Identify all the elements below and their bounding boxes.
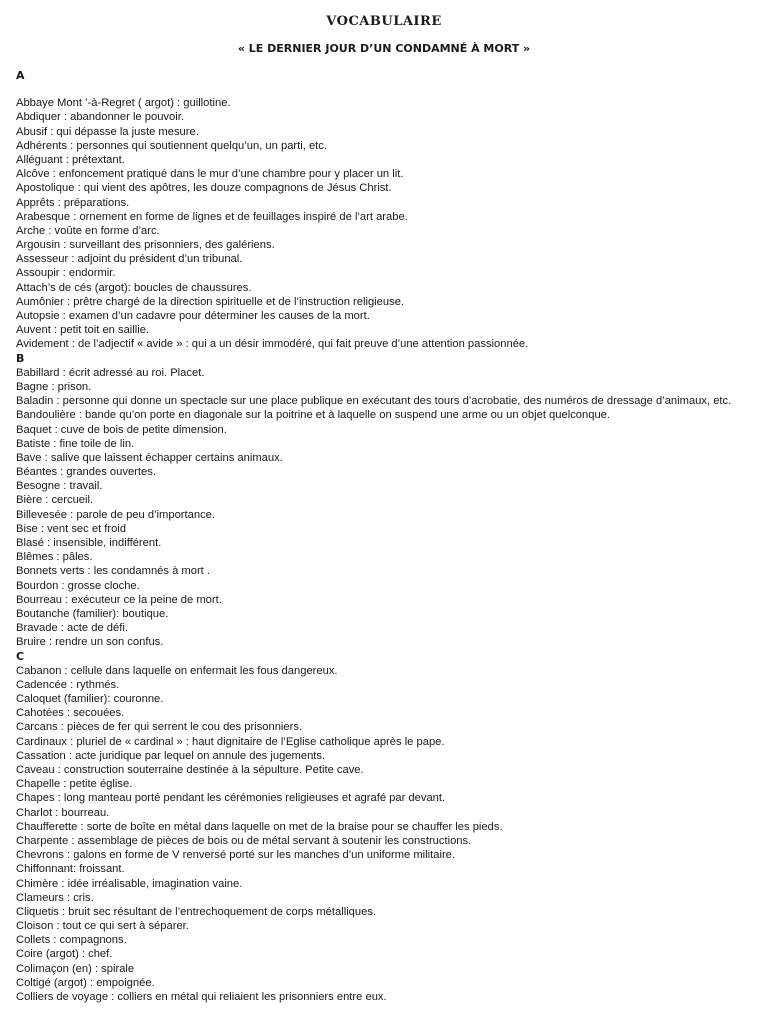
vocabulary-entry: Chiffonnant: froissant. bbox=[16, 863, 125, 876]
vocabulary-entry: Alcôve : enfoncement pratiqué dans le mur d’une chambre pour y placer un lit. bbox=[16, 168, 404, 181]
vocabulary-entry: Colliers de voyage : colliers en métal qui reliaient les prisonniers entre eux. bbox=[16, 991, 387, 1003]
vocabulary-entry: Blêmes : pâles. bbox=[16, 551, 93, 564]
section-letter: A bbox=[16, 69, 25, 82]
page-subtitle: « LE DERNIER JOUR D’UN CONDAMNÉ À MORT » bbox=[237, 42, 531, 55]
section-b bbox=[16, 352, 760, 650]
section-a bbox=[16, 69, 760, 352]
vocabulary-entry: Chapes : long manteau porté pendant les cérémonies religieuses et agrafé par devant. bbox=[16, 792, 446, 805]
vocabulary-entry: Avidement : de l’adjectif « avide » : qui a un désir immodéré, qui fait preuve d’une attention passionnée. bbox=[16, 338, 529, 351]
vocabulary-entry: Chaufferette : sorte de boîte en métal dans laquelle on met de la braise pour se chauffer les pieds. bbox=[16, 820, 503, 833]
vocabulary-entry: Baquet : cuve de bois de petite dimension. bbox=[16, 423, 227, 436]
vocabulary-entry: Chapelle : petite église. bbox=[16, 778, 133, 791]
vocabulary-entry: Carcans : pièces de fer qui serrent le cou des prisonniers. bbox=[16, 721, 303, 734]
vocabulary-entry: Arabesque : ornement en forme de lignes et de feuillages inspiré de l’art arabe. bbox=[16, 210, 408, 223]
vocabulary-entry: Caveau : construction souterraine destinée à la sépulture. Petite cave. bbox=[16, 764, 364, 776]
vocabulary-entry: Bave : salive que laissent échapper certains animaux. bbox=[16, 451, 283, 464]
vocabulary-list bbox=[16, 69, 760, 1004]
vocabulary-entry: Cabanon : cellule dans laquelle on enfermait les fous dangereux. bbox=[16, 664, 338, 677]
vocabulary-entry: Bise : vent sec et froid bbox=[16, 522, 127, 535]
page-title: VOCABULAIRE bbox=[326, 14, 442, 29]
vocabulary-entry: Argousin : surveillant des prisonniers, des galériens. bbox=[16, 239, 275, 252]
vocabulary-entry: Billevesée : parole de peu d’importance. bbox=[16, 508, 216, 521]
vocabulary-entry: Arche : voûte en forme d’arc. bbox=[16, 224, 160, 237]
vocabulary-entry: Apprêts : préparations. bbox=[16, 196, 130, 209]
vocabulary-entry: Bourreau : exécuteur ce la peine de mort. bbox=[16, 593, 222, 606]
section-gap bbox=[16, 83, 760, 96]
section-c bbox=[16, 650, 760, 1005]
section-letter: B bbox=[16, 351, 25, 365]
vocabulary-entry: Cadencée : rythmés. bbox=[16, 678, 120, 691]
vocabulary-entry: Bruire : rendre un son confus. bbox=[16, 636, 164, 649]
vocabulary-entry: Chimère : idée irréalisable, imagination vaine. bbox=[16, 877, 243, 890]
vocabulary-entry: Coire (argot) : chef. bbox=[16, 948, 113, 961]
vocabulary-entry: Autopsie : examen d’un cadavre pour déterminer les causes de la mort. bbox=[16, 310, 370, 322]
vocabulary-entry: Chevrons : galons en forme de V renversé porté sur les manches d’un uniforme militaire. bbox=[16, 849, 456, 862]
vocabulary-entry: Bagne : prison. bbox=[16, 380, 92, 393]
vocabulary-entry: Assesseur : adjoint du président d’un tribunal. bbox=[16, 253, 243, 266]
vocabulary-entry: Apostolique : qui vient des apôtres, les douze compagnons de Jésus Christ. bbox=[16, 182, 392, 195]
vocabulary-entry: Besogne : travail. bbox=[16, 480, 103, 493]
vocabulary-entry: Alléguant : prétextant. bbox=[16, 153, 125, 166]
vocabulary-entry: Assoupir : endormir. bbox=[16, 267, 116, 280]
vocabulary-entry: Colimaçon (en) : spirale bbox=[16, 962, 135, 975]
vocabulary-entry: Boutanche (familier): boutique. bbox=[16, 607, 169, 620]
vocabulary-entry: Auvent : petit toit en saillie. bbox=[16, 324, 150, 337]
vocabulary-entry: Caloquet (familier): couronne. bbox=[16, 693, 164, 706]
vocabulary-entry: Cahotées : secouées. bbox=[16, 707, 125, 720]
vocabulary-entry: Baladin : personne qui donne un spectacle sur une place publique en exécutant des tours d’acrobatie, des numéros de dressage d’animaux, etc. bbox=[16, 395, 732, 408]
vocabulary-entry: Bandoulière : bande qu’on porte en diagonale sur la poitrine et à laquelle on suspend une arme ou un objet quelconque. bbox=[16, 409, 611, 422]
vocabulary-entry: Coltigé (argot) : empoignée. bbox=[16, 976, 155, 989]
vocabulary-entry: Batiste : fine toile de lin. bbox=[16, 437, 135, 450]
vocabulary-entry: Babillard : écrit adressé au roi. Placet. bbox=[16, 366, 205, 379]
section-letter: C bbox=[16, 649, 25, 663]
vocabulary-entry: Charlot : bourreau. bbox=[16, 806, 110, 819]
vocabulary-entry: Abusif : qui dépasse la juste mesure. bbox=[16, 125, 199, 138]
vocabulary-entry: Béantes : grandes ouvertes. bbox=[16, 466, 156, 479]
vocabulary-entry: Aumônier : prêtre chargé de la direction spirituelle et de l’instruction religieuse. bbox=[16, 295, 405, 308]
vocabulary-entry: Charpente : assemblage de pièces de bois ou de métal servant à soutenir les constructions. bbox=[16, 834, 472, 847]
vocabulary-entry: Collets : compagnons. bbox=[16, 934, 127, 947]
vocabulary-entry: Clameurs : cris. bbox=[16, 891, 94, 904]
vocabulary-entry: Cloison : tout ce qui sert à séparer. bbox=[16, 920, 189, 933]
vocabulary-entry: Blasé : insensible, indifférent. bbox=[16, 537, 162, 549]
vocabulary-entry: Abdiquer : abandonner le pouvoir. bbox=[16, 111, 184, 124]
vocabulary-entry: Adhérents : personnes qui soutiennent quelqu’un, un parti, etc. bbox=[16, 139, 327, 152]
vocabulary-entry: Cardinaux : pluriel de « cardinal » : haut dignitaire de l’Eglise catholique après le pape. bbox=[16, 735, 445, 748]
vocabulary-entry: Abbaye Mont ’-à-Regret ( argot) : guillotine. bbox=[16, 97, 231, 110]
vocabulary-entry: Bonnets verts : les condamnés à mort . bbox=[16, 565, 211, 578]
vocabulary-entry: Cliquetis : bruit sec résultant de l’entrechoquement de corps métalliques. bbox=[16, 905, 377, 918]
vocabulary-entry: Bravade : acte de défi. bbox=[16, 622, 128, 635]
vocabulary-entry: Bourdon : grosse cloche. bbox=[16, 579, 140, 592]
vocabulary-entry: Bière : cercueil. bbox=[16, 494, 94, 507]
vocabulary-entry: Attach’s de cés (argot): boucles de chaussures. bbox=[16, 281, 252, 294]
vocabulary-entry: Cassation : acte juridique par lequel on annule des jugements. bbox=[16, 749, 326, 762]
